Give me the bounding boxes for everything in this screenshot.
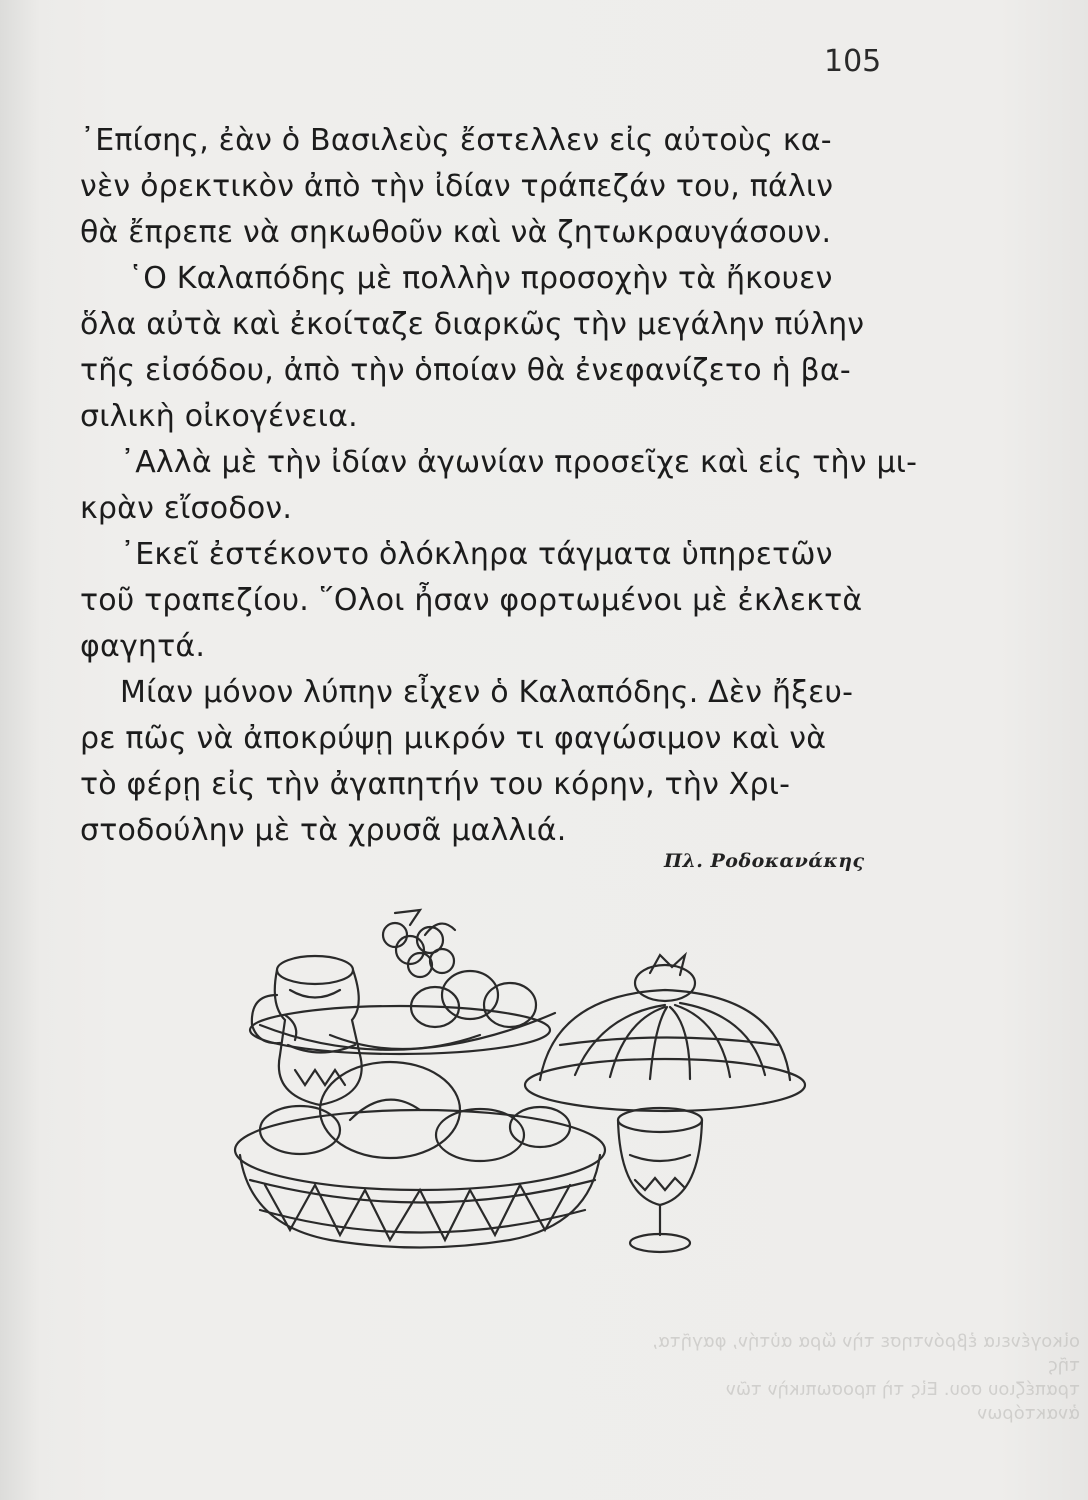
bread-basket [235, 1062, 605, 1248]
goblet [618, 1108, 702, 1252]
covered-cake [525, 955, 805, 1111]
ornate-jar [252, 956, 362, 1105]
line-text: Μίαν μόνον λύπην εἶχεν ὁ Καλαπόδης. Δὲν ἤξευ- [120, 675, 854, 710]
food-still-life-illustration [180, 895, 840, 1275]
line-text: ῾Ο Καλαπόδης μὲ πολλὴν προσοχὴν τὰ ἤκουεν [128, 261, 833, 296]
line-text: φαγητά. [80, 629, 206, 664]
line-text: κρὰν εἴσοδον. [80, 491, 293, 526]
text-line [80, 532, 910, 578]
page-number: 105 [824, 44, 882, 79]
bleed-line: τραπέζιου σου. Εἰς τὴ προσωπικὴν τῶν ἀνακτόρων [725, 1379, 1080, 1424]
text-line [80, 210, 910, 256]
text-line [80, 440, 918, 486]
text-line [80, 256, 910, 302]
text-line [80, 302, 910, 348]
text-line [80, 624, 910, 670]
line-text: στοδούλην μὲ τὰ χρυσᾶ μαλλιά. [80, 813, 567, 848]
line-text: νὲν ὀρεκτικὸν ἀπὸ τὴν ἰδίαν τράπεζάν του, πάλιν [80, 169, 834, 204]
line-text: θὰ ἔπρεπε νὰ σηκωθοῦν καὶ νὰ ζητωκραυγάσουν. [80, 215, 832, 250]
line-text: τὸ φέρῃ εἰς τὴν ἀγαπητήν του κόρην, τὴν Χρι- [80, 767, 791, 802]
line-text: ᾿Αλλὰ μὲ τὴν ἰδίαν ἀγωνίαν προσεῖχε καὶ εἰς τὴν μι- [120, 445, 918, 480]
text-line [80, 670, 910, 716]
text-line [80, 578, 910, 624]
line-text: ὅλα αὐτὰ καὶ ἐκοίταζε διαρκῶς τὴν μεγάλην πύλην [80, 307, 865, 342]
line-text: σιλικὴ οἰκογένεια. [80, 399, 358, 434]
text-line [80, 716, 910, 762]
author-signature: Πλ. Ροδοκανάκης [664, 850, 865, 872]
text-line [80, 486, 910, 532]
text-line [80, 762, 910, 808]
line-text: τῆς εἰσόδου, ἀπὸ τὴν ὁποίαν θὰ ἐνεφανίζετο ἡ βα- [80, 353, 851, 388]
text-line [80, 118, 910, 164]
line-text: τοῦ τραπεζίου. ῞Ολοι ἦσαν φορτωμένοι μὲ ἐκλεκτὰ [80, 583, 863, 618]
line-text: ᾿Εκεῖ ἐστέκοντο ὁλόκληρα τάγματα ὑπηρετῶν [120, 537, 833, 572]
text-line [80, 348, 910, 394]
bleed-line: οἰκογένεια ἐβρόντησε τὴν ὥρα αὐτήν, φαγῆτα, τῆς [652, 1331, 1080, 1376]
line-text: ρε πῶς νὰ ἀποκρύψῃ μικρόν τι φαγώσιμον καὶ νὰ [80, 721, 827, 756]
text-line [80, 394, 910, 440]
bleed-through-text [640, 1330, 1080, 1424]
text-line [80, 164, 910, 210]
story-text [80, 118, 918, 854]
text-line [80, 808, 910, 854]
line-text: ᾿Επίσης, ἐὰν ὁ Βασιλεὺς ἔστελλεν εἰς αὐτοὺς κα- [80, 123, 832, 158]
